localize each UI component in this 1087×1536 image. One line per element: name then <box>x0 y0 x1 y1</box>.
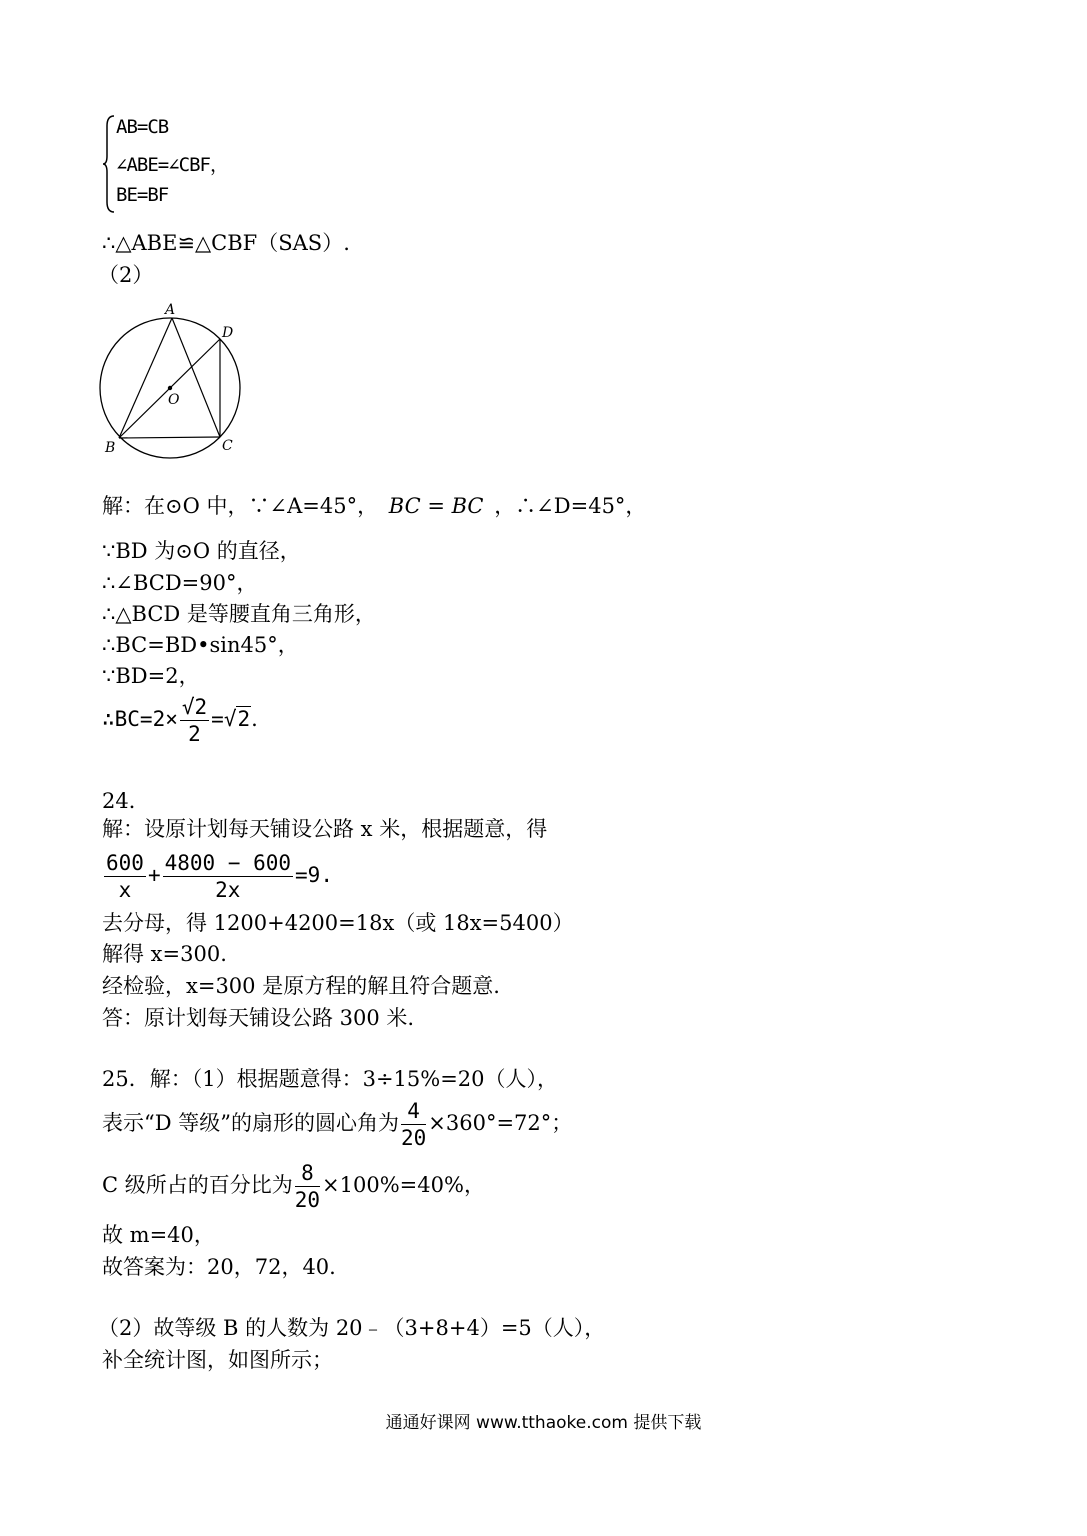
q25-line-4: 故 m=40， <box>102 1223 215 1247</box>
fraction-sqrt2-over-2: $\frac{√2}{2}$ <box>181 695 208 746</box>
q25-line-1: 25．解：（1）根据题意得：3÷15%=20（人）， <box>102 1067 559 1091</box>
q24-line-6: 答：原计划每天铺设公路 300 米. <box>102 1006 415 1030</box>
fraction-4800-600-over-2x: $\frac{4800 - 600}{2x}$ <box>164 851 292 902</box>
sqrt-2: √2 <box>223 707 251 731</box>
footer-watermark: 通通好课网 www.tthaoke.com 提供下载 <box>385 1413 702 1433</box>
circle-geometry-figure <box>96 296 256 466</box>
q25-line-5: 故答案为：20，72，40. <box>102 1255 336 1279</box>
solution-line-1: 解：在⊙O 中，∵∠A=45°， BC = BC ，∴∠D=45°， <box>102 494 647 518</box>
solution-line-4: ∴△BCD 是等腰直角三角形， <box>102 602 376 626</box>
q24-equation: $\frac{600}{x}$ + $\frac{4800 - 600}{2x}$ =9. <box>106 851 333 902</box>
arc-bc: BC = BC <box>388 494 484 518</box>
fraction-600-over-x: $\frac{600}{x}$ <box>106 851 144 902</box>
q24-line-3: 去分母，得 1200+4200=18x（或 18x=5400） <box>102 911 574 935</box>
q24-line-1: 解：设原计划每天铺设公路 x 米，根据题意，得 <box>102 817 548 841</box>
solution-line-6: ∵BD=2， <box>102 664 200 688</box>
solution-line-5: ∴BC=BD•sin45°， <box>102 633 299 657</box>
q24-line-4: 解得 x=300. <box>102 942 227 966</box>
system-row-3: BE=BF <box>116 184 169 206</box>
q25-line-6: （2）故等级 B 的人数为 20﹣（3+8+4）=5（人）， <box>98 1316 606 1340</box>
equation-system <box>102 114 302 214</box>
solution-line-7: ∴BC=2× $\frac{√2}{2}$ =√2. <box>102 695 258 746</box>
fraction-8-over-20: $\frac{8}{20}$ <box>294 1161 321 1212</box>
part-2-label: （2） <box>98 263 154 287</box>
q25-line-3: C 级所占的百分比为 $\frac{8}{20}$ ×100%=40%， <box>102 1161 485 1212</box>
fraction-4-over-20: $\frac{4}{20}$ <box>400 1099 427 1150</box>
q25-line-2: 表示“D 等级”的扇形的圆心角为 $\frac{4}{20}$ ×360°=72°； <box>102 1099 573 1150</box>
label-d: D <box>222 325 234 341</box>
left-brace <box>102 114 116 214</box>
segment-ac <box>172 318 220 437</box>
center-point <box>168 386 172 390</box>
segment-ab <box>119 318 172 438</box>
q24-line-5: 经检验，x=300 是原方程的解且符合题意. <box>102 974 500 998</box>
q25-line-7: 补全统计图，如图所示； <box>102 1348 333 1372</box>
label-a: A <box>165 302 176 318</box>
q24-number: 24． <box>102 789 150 813</box>
system-row-2: ∠ABE=∠CBF， <box>116 154 228 176</box>
label-o: O <box>168 392 180 408</box>
solution-line-2: ∵BD 为⊙O 的直径， <box>102 539 301 563</box>
segment-bc <box>119 437 220 438</box>
label-b: B <box>105 440 116 456</box>
label-c: C <box>222 438 233 454</box>
system-row-1: AB=CB <box>116 116 169 138</box>
congruence-conclusion: ∴△ABE≌△CBF（SAS）. <box>102 231 350 255</box>
solution-line-3: ∴∠BCD=90°， <box>102 571 258 595</box>
